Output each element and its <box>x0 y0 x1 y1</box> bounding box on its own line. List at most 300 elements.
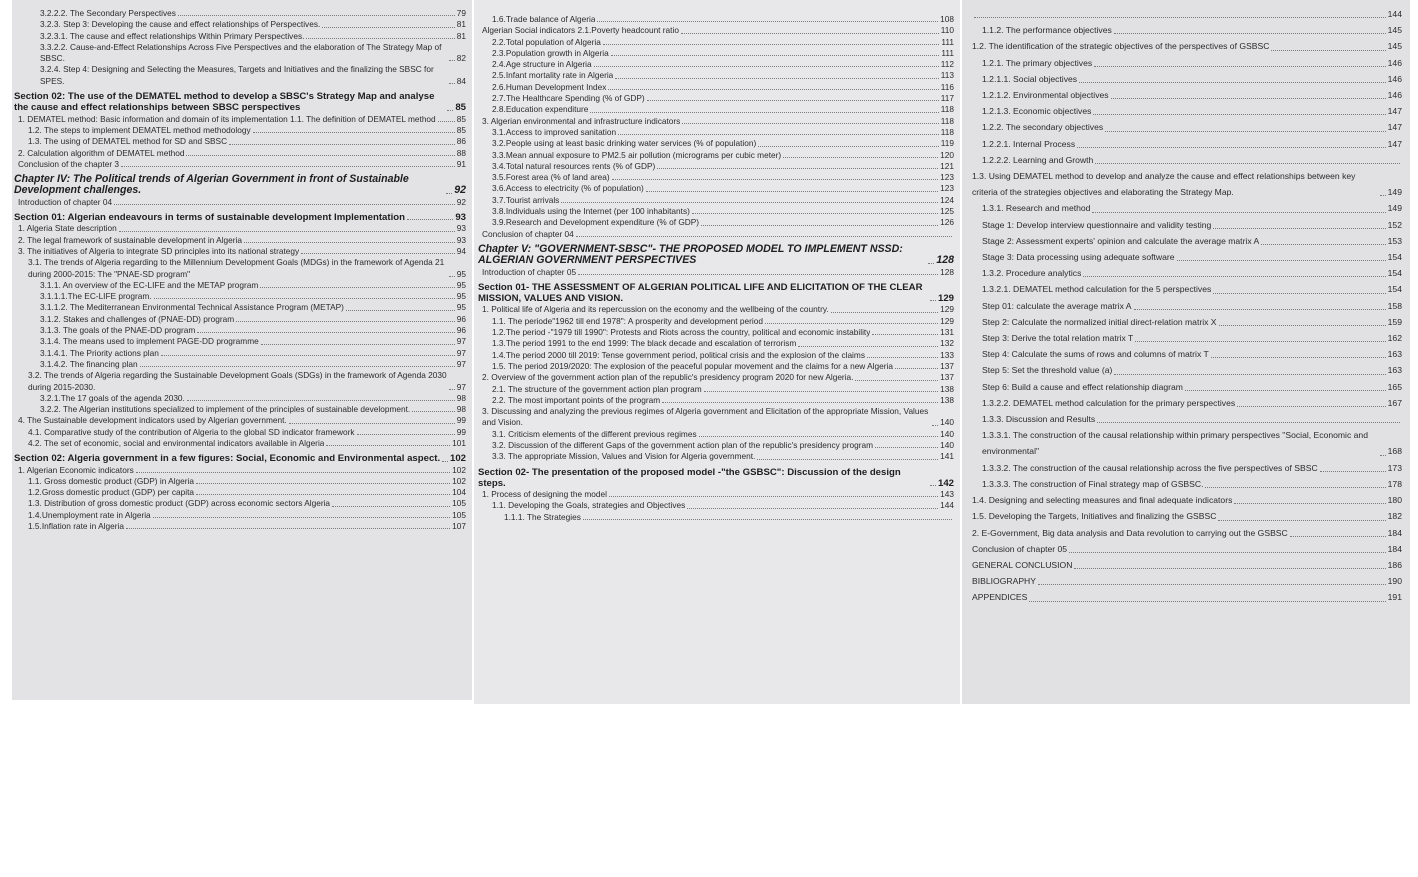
toc-page-number: 81 <box>456 30 466 41</box>
dot-leader <box>442 461 448 462</box>
toc-entry <box>478 150 954 161</box>
toc-entry <box>478 489 954 500</box>
dot-leader <box>1271 50 1385 51</box>
toc-entry-title: 3.3.Mean annual exposure to PM2.5 air pollution (micrograms per cubic meter) <box>492 149 782 160</box>
toc-entry-title: 3. Algerian environmental and infrastructure indicators <box>482 115 681 126</box>
dot-leader <box>855 380 938 381</box>
toc-entry-title: 2.1. The structure of the government action plan program <box>492 383 702 394</box>
toc-entry <box>14 465 466 476</box>
toc-entry-title: Stage 2: Assessment experts' opinion and calculate the average matrix A <box>982 235 1260 246</box>
toc-entry-title: 2.6.Human Development Index <box>492 81 607 92</box>
toc-entry-title: Chapter IV: The Political trends of Algerian Government in front of Sustainable Development challenges. <box>14 174 409 197</box>
toc-entry-title: 1. Algeria State description <box>18 223 117 234</box>
toc-entry-title: 1.5. Developing the Targets, Initiatives and finalizing the GSBSC <box>972 511 1217 522</box>
toc-page-number: 124 <box>940 194 954 205</box>
dot-leader <box>121 166 455 167</box>
toc-entry <box>968 330 1402 346</box>
toc-entry <box>478 327 954 338</box>
toc-page-number: 98 <box>456 392 466 403</box>
toc-entry-title: 2.5.Infant mortality rate in Algeria <box>492 70 614 81</box>
toc-page-number: 154 <box>1387 252 1402 263</box>
dot-leader <box>438 121 455 122</box>
toc-entry-title: 1.2.1.3. Economic objectives <box>982 106 1092 117</box>
toc-entry <box>478 304 954 315</box>
dot-leader <box>609 496 938 497</box>
dot-leader <box>229 144 455 145</box>
toc-entry <box>968 87 1402 103</box>
toc-entry <box>478 161 954 172</box>
toc-entry-title: 3.2. The trends of Algeria regarding the Sustainable Development Goals (SDGs) in the framework of Agenda 2030 during 2015-2030. <box>28 370 447 392</box>
toc-entry <box>968 119 1402 135</box>
toc-page-number: 167 <box>1387 397 1402 408</box>
dot-leader <box>346 310 455 311</box>
toc-page-number: 184 <box>1387 527 1402 538</box>
toc-entry-title: Step 2: Calculate the normalized initial direct-relation matrix X <box>982 316 1217 327</box>
toc-entry-title: 2. Calculation algorithm of DEMATEL method <box>18 147 185 158</box>
toc-entry <box>968 427 1402 459</box>
toc-page-number: 159 <box>1387 316 1402 327</box>
toc-page-number: 168 <box>1387 446 1402 457</box>
dot-leader <box>615 78 938 79</box>
toc-entry-title: 4.1. Comparative study of the contribution of Algeria to the global SD indicator framework <box>28 426 355 437</box>
toc-page-number: 126 <box>940 217 954 228</box>
dot-leader <box>326 445 450 446</box>
toc-entry-title: 3.2.3.1. The cause and effect relationships Within Primary Perspectives. <box>40 30 305 41</box>
dot-leader <box>449 83 455 84</box>
dot-leader <box>867 357 938 358</box>
toc-entry-title: Algerian Social indicators 2.1.Poverty headcount ratio <box>482 25 679 36</box>
toc-entry-title: 3.1.1.2. The Mediterranean Environmental Technical Assistance Program (METAP) <box>40 302 344 313</box>
toc-page-number: 93 <box>456 223 466 234</box>
toc-page-number: 118 <box>940 126 954 137</box>
toc-page-number: 142 <box>937 477 954 489</box>
toc-entry <box>14 453 466 464</box>
toc-entry-title: 1.3.3.3. The construction of Final strategy map of GSBSC. <box>982 478 1204 489</box>
dot-leader <box>1093 114 1385 115</box>
toc-page-number: 99 <box>456 415 466 426</box>
dot-leader <box>1380 455 1386 456</box>
toc-entry <box>968 38 1402 54</box>
toc-page-number: 133 <box>940 349 954 360</box>
dot-leader <box>306 38 454 39</box>
dot-leader <box>687 508 938 509</box>
toc-entry-title: 3.1.4.2. The financing plan <box>40 358 138 369</box>
dot-leader <box>699 436 939 437</box>
toc-entry-title: Step 4: Calculate the sums of rows and columns of matrix T <box>982 349 1209 360</box>
toc-entry <box>478 361 954 372</box>
toc-page-number: 128 <box>936 254 954 267</box>
toc-entry <box>968 249 1402 265</box>
toc-entry-title: 3.2.2. The Algerian institutions specialized to implement of the principles of sustainable development. <box>40 404 411 415</box>
toc-entry-title: 2. E-Government, Big data analysis and Data revolution to carrying out the GSBSC <box>972 527 1288 538</box>
toc-entry-title: 1.2.Gross domestic product (GDP) per capita <box>28 487 195 498</box>
toc-page-number: 140 <box>940 428 954 439</box>
toc-entry-title: 1.1. The periode"1962 till end 1978": A prosperity and development period <box>492 315 763 326</box>
toc-entry-title: 3.2.2.2. The Secondary Perspectives <box>40 8 176 18</box>
toc-entry <box>478 229 954 240</box>
dot-leader <box>578 274 938 275</box>
dot-leader <box>154 298 455 299</box>
toc-entry <box>968 22 1402 38</box>
toc-page-number: 121 <box>940 160 954 171</box>
toc-entry-title: 1.5.Inflation rate in Algeria <box>28 521 124 532</box>
dot-leader <box>1205 487 1385 488</box>
toc-entry-title: Step 01: calculate the average matrix A <box>982 300 1132 311</box>
toc-entry-title: 3.4.Total natural resources rents (% of GDP) <box>492 160 656 171</box>
toc-entry <box>478 316 954 327</box>
toc-entry <box>478 195 954 206</box>
dot-leader <box>446 193 452 194</box>
toc-entry-title: 3.9.Research and Development expenditure (% of GDP) <box>492 217 700 228</box>
toc-entry <box>968 152 1402 168</box>
toc-entry <box>14 42 466 65</box>
dot-leader <box>1114 33 1386 34</box>
toc-entry <box>968 346 1402 362</box>
toc-entry-title: 3.7.Tourist arrivals <box>492 194 560 205</box>
toc-page-number: 85 <box>456 124 466 135</box>
toc-entry <box>14 31 466 42</box>
dot-leader <box>447 110 453 111</box>
toc-entry <box>14 280 466 291</box>
toc-page-number: 144 <box>1387 9 1402 19</box>
toc-entry <box>14 348 466 359</box>
toc-page-number: 137 <box>940 372 954 383</box>
dot-leader <box>1092 212 1385 213</box>
dot-leader <box>260 287 454 288</box>
dot-leader <box>322 27 454 28</box>
toc-page-middle <box>474 0 960 704</box>
toc-page-number: 116 <box>940 81 954 92</box>
toc-page-number: 147 <box>1387 122 1402 133</box>
toc-entry-title: 1.3. Distribution of gross domestic product (GDP) across economic sectors Algeria <box>28 498 331 509</box>
toc-page-number: 95 <box>456 268 466 279</box>
toc-page-number: 152 <box>1387 219 1402 230</box>
toc-entry <box>968 314 1402 330</box>
toc-entry <box>14 359 466 370</box>
dot-leader <box>1380 195 1386 196</box>
toc-entry-title: 3. Discussing and analyzing the previous regimes of Algeria government and Elicitation of the appropriate Mission, Values and Vision. <box>482 406 929 428</box>
toc-page-number: 82 <box>456 53 466 64</box>
dot-leader <box>758 146 939 147</box>
toc-entry <box>14 498 466 509</box>
toc-page-number: 158 <box>1387 300 1402 311</box>
toc-entry <box>968 136 1402 152</box>
toc-entry-title: Conclusion of the chapter 3 <box>18 158 120 169</box>
toc-entry-title: 1. Political life of Algeria and its repercussion on the economy and the wellbeing of the country. <box>482 304 829 315</box>
toc-entry <box>478 37 954 48</box>
toc-entry-title: 1.1. Developing the Goals, strategies and Objectives <box>492 500 686 511</box>
dot-leader <box>618 134 939 135</box>
toc-entry <box>968 265 1402 281</box>
toc-page-number: 102 <box>452 464 466 475</box>
toc-page-number: 129 <box>940 304 954 315</box>
dot-leader <box>197 332 455 333</box>
toc-entry-title: Introduction of chapter 05 <box>482 266 577 277</box>
toc-entry <box>968 557 1402 573</box>
toc-entry-title: 3.2.1.The 17 goals of the agenda 2030. <box>40 392 185 403</box>
toc-entry-title: Stage 1: Develop interview questionnaire and validity testing <box>982 219 1212 230</box>
dot-leader <box>1097 422 1400 423</box>
toc-entry-title: 1.3.1. Research and method <box>982 203 1091 214</box>
toc-entry-title: 1.2.1. The primary objectives <box>982 57 1093 68</box>
toc-entry <box>14 510 466 521</box>
toc-page-number: 117 <box>940 93 954 104</box>
toc-page-number: 140 <box>940 439 954 450</box>
toc-entry-title: 3.2. Discussion of the different Gaps of the government action plan of the republic's presidency program <box>492 439 873 450</box>
toc-entry-title: Chapter V: "GOVERNMENT-SBSC"- THE PROPOSED MODEL TO IMPLEMENT NSSD: ALGERIAN GOVERNMENT PERSPECTIVES <box>478 243 903 267</box>
toc-entry-title: 2. The legal framework of sustainable development in Algeria <box>18 234 242 245</box>
toc-entry-title: 1.2.1.1. Social objectives <box>982 73 1078 84</box>
toc-entry <box>968 55 1402 71</box>
toc-page-number: 141 <box>940 451 954 462</box>
toc-entry <box>968 362 1402 378</box>
toc-page-number: 104 <box>452 487 466 498</box>
toc-entry <box>968 541 1402 557</box>
toc-page-number: 95 <box>456 302 466 313</box>
toc-entry <box>14 487 466 498</box>
dot-leader <box>407 219 453 220</box>
toc-page-number: 123 <box>940 172 954 183</box>
toc-page-number: 163 <box>1387 365 1402 376</box>
toc-entry <box>478 440 954 451</box>
toc-page-number: 107 <box>452 521 466 532</box>
dot-leader <box>608 89 938 90</box>
toc-entry <box>478 138 954 149</box>
toc-entry <box>968 379 1402 395</box>
toc-entry <box>968 281 1402 297</box>
toc-entry-title: 1.6.Trade balance of Algeria <box>492 14 596 24</box>
toc-entry-title: 3.3.2.2. Cause-and-Effect Relationships Across Five Perspectives and the elaboration of The Strategy Map of SBSC. <box>40 41 442 64</box>
toc-page-number: 99 <box>456 426 466 437</box>
toc-entry <box>478 206 954 217</box>
toc-page-number: 111 <box>941 36 954 47</box>
toc-page-number: 128 <box>940 266 954 277</box>
toc-entry <box>14 314 466 325</box>
toc-entry-title: 3.2.3. Step 3: Developing the cause and effect relationships of Perspectives. <box>40 19 321 30</box>
toc-entry <box>968 508 1402 524</box>
toc-entry <box>478 350 954 361</box>
toc-entry-title: 1.2. The identification of the strategic objectives of the perspectives of GSBSC <box>972 41 1270 52</box>
toc-page-number: 162 <box>1387 333 1402 344</box>
dot-leader <box>178 15 455 16</box>
dot-leader <box>603 44 940 45</box>
dot-leader <box>126 528 450 529</box>
toc-page-number: 113 <box>940 70 954 81</box>
toc-entry <box>478 467 954 490</box>
dot-leader <box>692 213 938 214</box>
dot-leader <box>1213 293 1385 294</box>
toc-entry-title: 1.2.2.2. Learning and Growth <box>982 154 1094 165</box>
toc-entry <box>968 168 1402 200</box>
toc-page-number: 123 <box>940 183 954 194</box>
toc-page-number: 118 <box>940 115 954 126</box>
dot-leader <box>612 179 939 180</box>
dot-leader <box>662 402 938 403</box>
dot-leader <box>765 323 938 324</box>
toc-entry <box>14 197 466 208</box>
toc-entry-title: Step 3: Derive the total relation matrix T <box>982 333 1134 344</box>
toc-entry-title: 3.1.4. The means used to implement PAGE-DD programme <box>40 336 259 347</box>
toc-entry-title: 1.3.2.1. DEMATEL method calculation for the 5 perspectives <box>982 284 1212 295</box>
toc-entry <box>478 267 954 278</box>
dot-leader <box>561 202 938 203</box>
dot-leader <box>798 346 938 347</box>
toc-entry-title: 1.3.The period 1991 to the end 1999: The black decade and escalation of terrorism <box>492 338 797 349</box>
toc-entry <box>968 573 1402 589</box>
toc-page-number: 125 <box>940 206 954 217</box>
toc-page-number: 92 <box>454 184 466 197</box>
dot-leader <box>1290 536 1386 537</box>
toc-page-number: 110 <box>940 25 954 36</box>
dot-leader <box>576 236 952 237</box>
toc-entry <box>478 82 954 93</box>
dot-leader <box>140 366 455 367</box>
dot-leader <box>1185 390 1386 391</box>
dot-leader <box>449 276 455 277</box>
dot-leader <box>261 344 455 345</box>
toc-entry <box>14 336 466 347</box>
toc-page-number: 112 <box>940 59 954 70</box>
toc-entry-title: Stage 3: Data processing using adequate software <box>982 252 1175 263</box>
toc-entry <box>14 136 466 147</box>
dot-leader <box>932 425 938 426</box>
toc-page-number: 85 <box>455 102 466 114</box>
toc-page-number: 182 <box>1387 511 1402 522</box>
toc-entry <box>968 217 1402 233</box>
toc-entry <box>968 71 1402 87</box>
dot-leader <box>594 66 939 67</box>
toc-entry <box>478 14 954 25</box>
toc-page-number: 102 <box>449 453 466 465</box>
toc-page-number: 163 <box>1387 349 1402 360</box>
toc-entry-title: 4.2. The set of economic, social and environmental indicators available in Algeria <box>28 437 325 448</box>
toc-entry <box>968 6 1402 22</box>
toc-entry-title: 3.8.Individuals using the Internet (per 100 inhabitants) <box>492 206 690 217</box>
toc-page-number: 101 <box>452 437 466 448</box>
toc-page-number: 111 <box>941 47 954 58</box>
toc-entry-title: 1.2.2.1. Internal Process <box>982 138 1076 149</box>
toc-entry-title: 2.4.Age structure in Algeria <box>492 59 592 70</box>
dot-leader <box>682 123 938 124</box>
toc-page-number: 129 <box>937 293 954 305</box>
toc-entry-title: APPENDICES <box>972 592 1028 603</box>
toc-entry <box>478 217 954 228</box>
toc-entry-title: 1.3.3. Discussion and Results <box>982 414 1096 425</box>
toc-page-number: 97 <box>456 336 466 347</box>
toc-list <box>478 14 954 523</box>
toc-page-number: 102 <box>452 475 466 486</box>
dot-leader <box>701 225 938 226</box>
dot-leader <box>597 21 938 22</box>
toc-entry <box>14 404 466 415</box>
toc-entry <box>968 200 1402 216</box>
toc-page-number: 190 <box>1387 576 1402 587</box>
toc-entry <box>478 338 954 349</box>
dot-leader <box>704 391 938 392</box>
toc-entry <box>478 25 954 36</box>
toc-entry <box>478 384 954 395</box>
dot-leader <box>647 100 939 101</box>
dot-leader <box>1237 406 1386 407</box>
toc-entry <box>14 476 466 487</box>
toc-entry-title: 1.3.2. Procedure analytics <box>982 268 1082 279</box>
toc-entry <box>14 91 466 114</box>
dot-leader <box>301 253 455 254</box>
dot-leader <box>161 355 455 356</box>
dot-leader <box>1114 374 1385 375</box>
dot-leader <box>196 494 450 495</box>
toc-entry-title: 1.1.1. The Strategies <box>504 511 581 522</box>
toc-page-number: 85 <box>456 113 466 124</box>
toc-entry <box>14 223 466 234</box>
dot-leader <box>119 231 455 232</box>
toc-entry-title: 2.2.Total population of Algeria <box>492 36 601 47</box>
toc-entry-title: 3.1. Criticism elements of the different previous regimes <box>492 428 697 439</box>
toc-entry-title: 3.1.1.1.The EC-LIFE program. <box>40 291 152 302</box>
toc-entry-title: 2.8.Education expenditure <box>492 104 589 115</box>
toc-entry <box>14 415 466 426</box>
toc-page-number: 88 <box>456 147 466 158</box>
toc-page-number: 146 <box>1387 73 1402 84</box>
dot-leader <box>244 242 455 243</box>
toc-entry-title: 3.5.Forest area (% of land area) <box>492 172 610 183</box>
toc-entry-title: 2. Overview of the government action plan of the republic's presidency program 2020 for new Algeria. <box>482 372 854 383</box>
dot-leader <box>1111 98 1386 99</box>
toc-entry-title: Introduction of chapter 04 <box>18 196 113 207</box>
dot-leader <box>236 321 455 322</box>
dot-leader <box>611 55 940 56</box>
toc-page-number: 93 <box>456 234 466 245</box>
toc-page-number: 129 <box>940 315 954 326</box>
toc-page-number: 146 <box>1387 57 1402 68</box>
dot-leader <box>1083 276 1385 277</box>
toc-page-number: 138 <box>940 394 954 405</box>
toc-entry <box>478 429 954 440</box>
toc-page-number: 108 <box>940 14 954 24</box>
toc-entry <box>478 395 954 406</box>
toc-entry-title: 1.1. Gross domestic product (GDP) in Algeria <box>28 475 195 486</box>
toc-page-number: 137 <box>940 360 954 371</box>
toc-entry-title: 3.1. The trends of Algeria regarding to the Millennium Development Goals (MDGs) in the framework of Agenda 21 during 2000-2015: The "PNAE-SD program" <box>28 257 445 279</box>
toc-entry <box>14 291 466 302</box>
toc-page-number: 92 <box>456 196 466 207</box>
dot-leader <box>332 506 450 507</box>
toc-page-number: 97 <box>456 381 466 392</box>
toc-entry-title: 3.2.People using at least basic drinking water services (% of population) <box>492 138 757 149</box>
toc-entry <box>478 282 954 305</box>
toc-entry-title: 3.1.4.1. The Priority actions plan <box>40 347 159 358</box>
toc-page-number: 105 <box>452 498 466 509</box>
toc-entry <box>968 395 1402 411</box>
toc-entry-title: Section 02- The presentation of the proposed model -"the GSBSC": Discussion of the design steps. <box>478 466 901 489</box>
dot-leader <box>757 459 938 460</box>
toc-entry <box>14 438 466 449</box>
toc-entry-title: 4. The Sustainable development indicators used by Algerian government. <box>18 415 287 426</box>
dot-leader <box>253 132 455 133</box>
toc-entry <box>968 525 1402 541</box>
toc-entry <box>478 59 954 70</box>
toc-entry-title: GENERAL CONCLUSION <box>972 559 1073 570</box>
toc-page-number: 153 <box>1387 235 1402 246</box>
dot-leader <box>590 112 938 113</box>
toc-page-number: 86 <box>456 136 466 147</box>
toc-entry-title: 1.3.2.2. DEMATEL method calculation for the primary perspectives <box>982 397 1236 408</box>
dot-leader <box>1234 503 1385 504</box>
toc-page-number: 178 <box>1387 478 1402 489</box>
dot-leader <box>1135 341 1385 342</box>
toc-entry-title: 3.3. The appropriate Mission, Values and Vision for Algeria government. <box>492 451 756 462</box>
toc-entry <box>968 476 1402 492</box>
